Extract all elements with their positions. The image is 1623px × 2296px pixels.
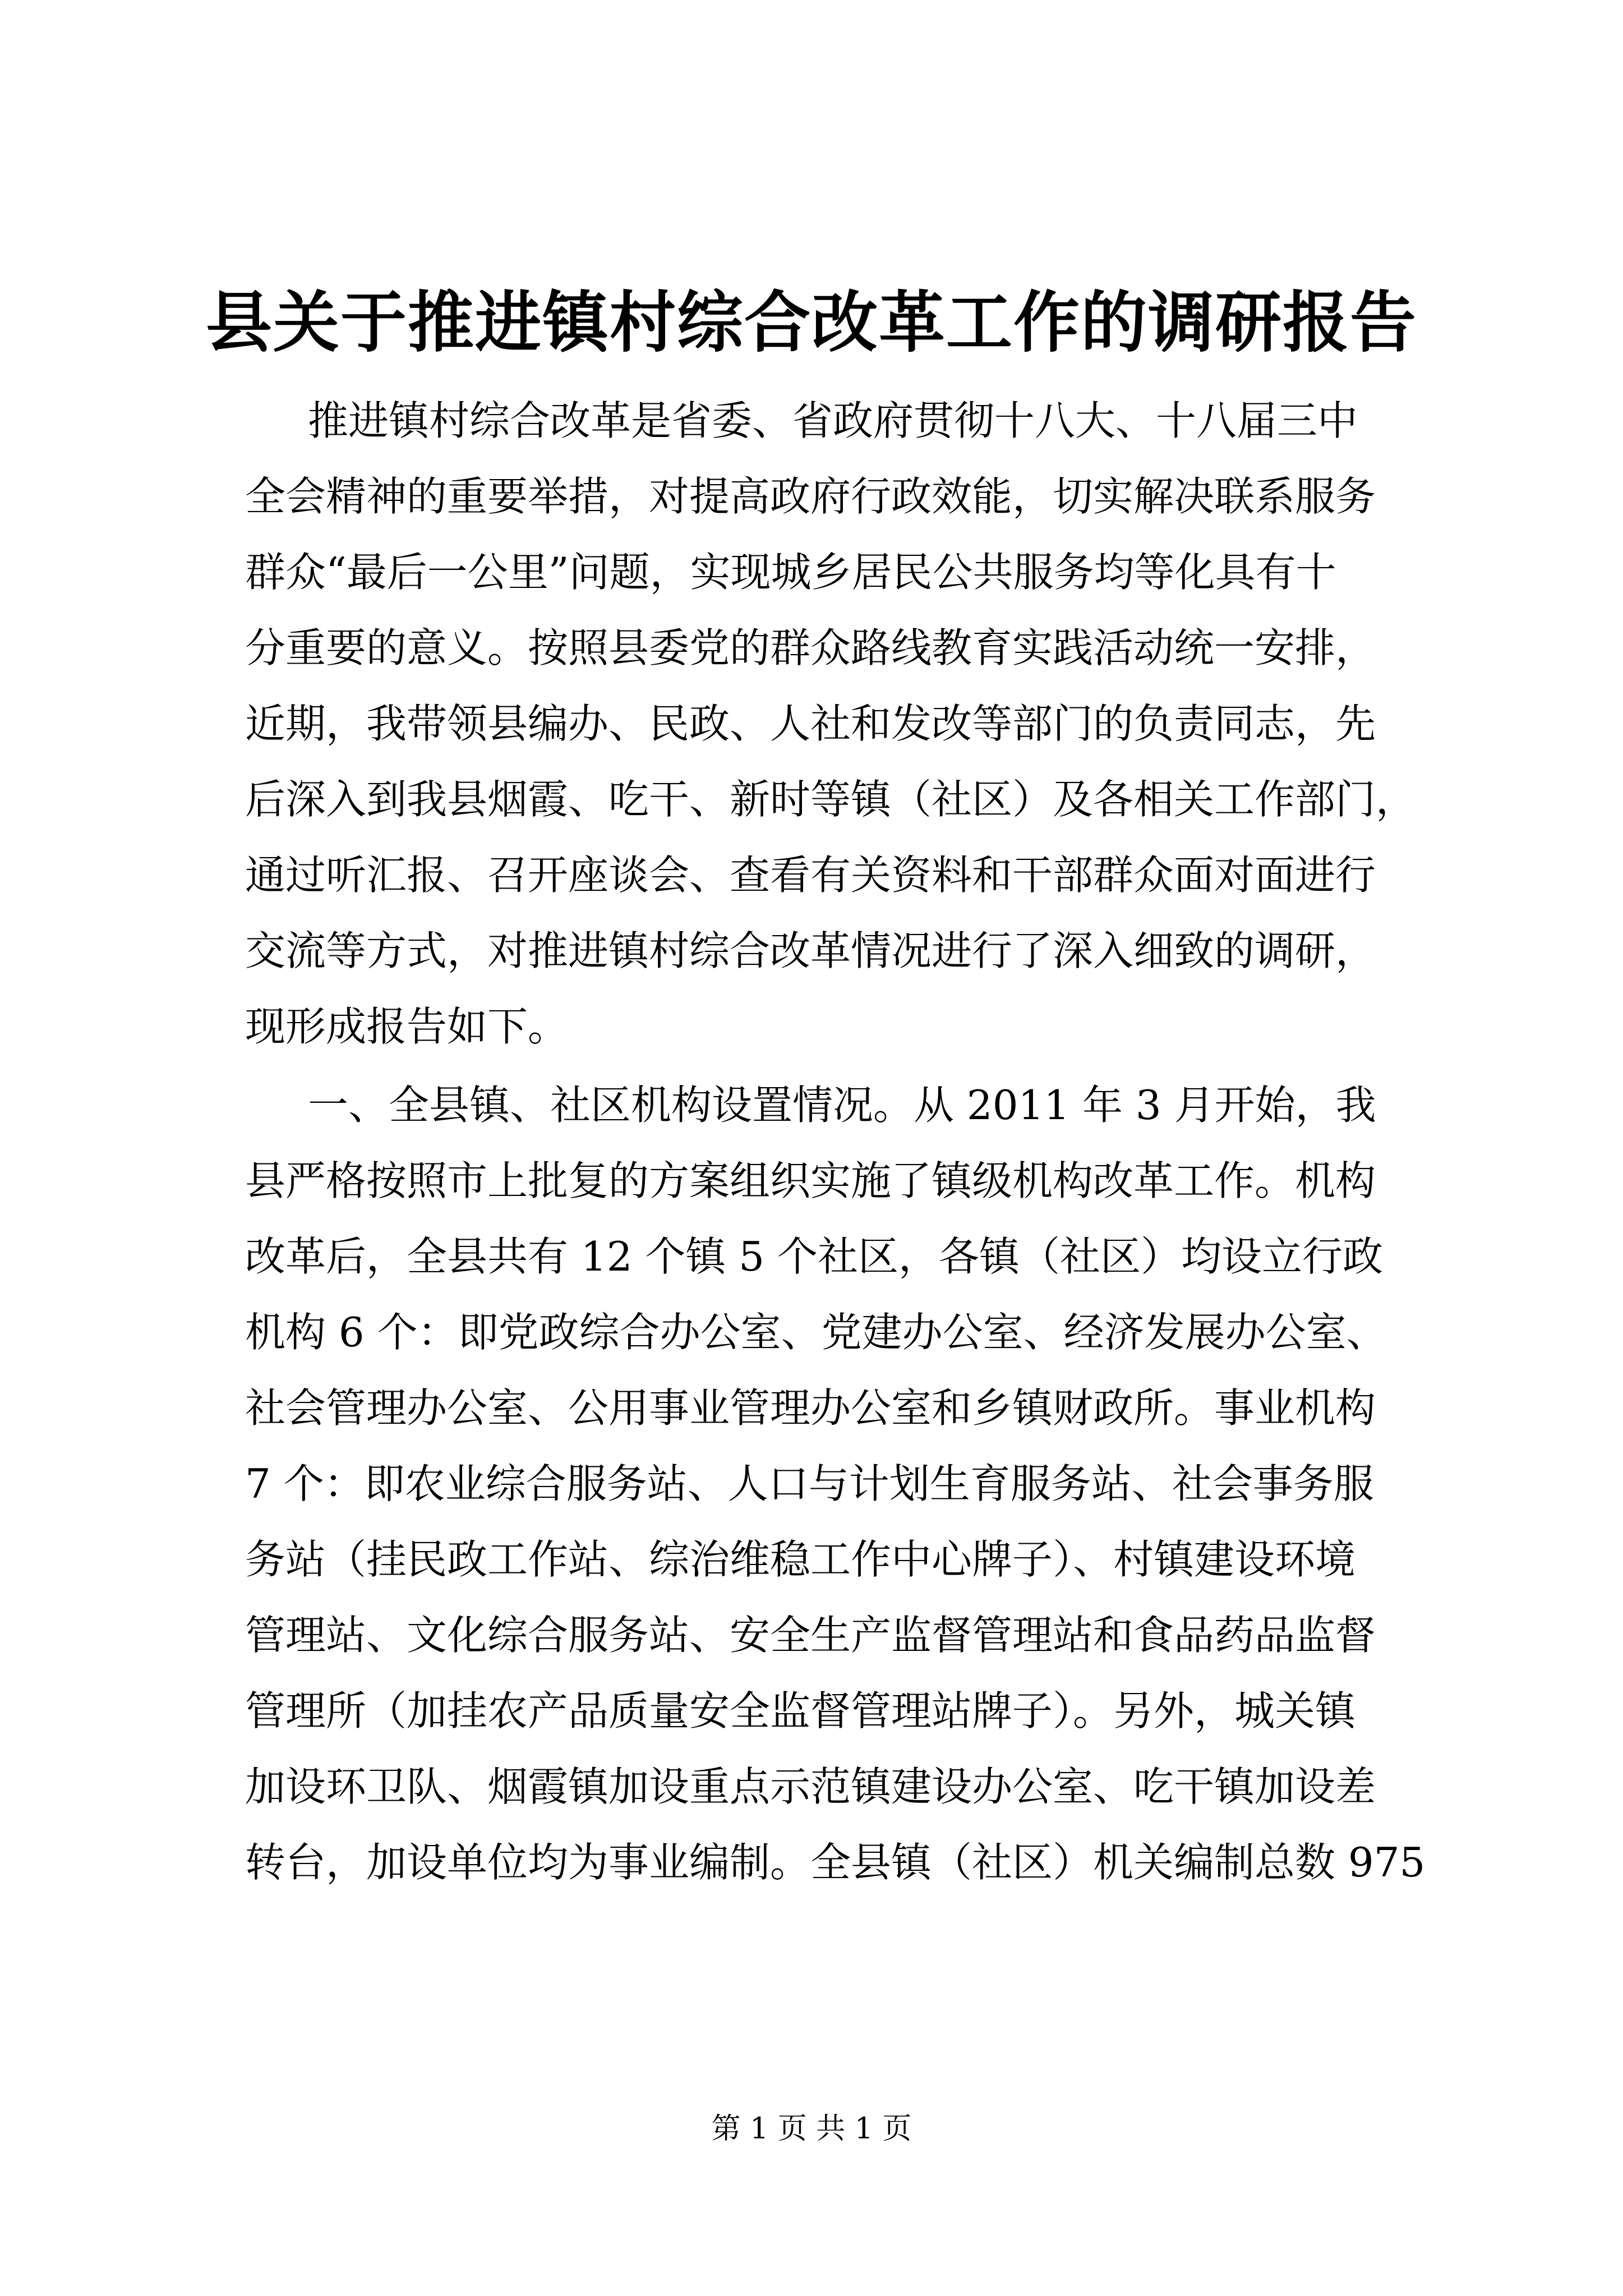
body-line: 转台，加设单位均为事业编制。全县镇（社区）机关编制总数 975 [245,1839,1426,1886]
body-line: 务站（挂民政工作站、综治维稳工作中心牌子）、村镇建设环境 [245,1536,1356,1583]
body-line: 改革后，全县共有 12 个镇 5 个社区，各镇（社区）均设立行政 [245,1233,1383,1280]
document-title: 县关于推进镇村综合改革工作的调研报告 [205,283,1417,361]
body-line: 县严格按照市上批复的方案组织实施了镇级机构改革工作。机构 [245,1157,1376,1204]
body-line: 社会管理办公室、公用事业管理办公室和乡镇财政所。事业机构 [245,1384,1376,1432]
body-line: 全会精神的重要举措，对提高政府行政效能，切实解决联系服务 [245,473,1376,520]
body-line: 机构 6 个：即党政综合办公室、党建办公室、经济发展办公室、 [245,1309,1387,1356]
page-footer: 第 1 页 共 1 页 [711,2112,912,2146]
body-line: 现形成报告如下。 [245,1003,569,1050]
body-line: 通过听汇报、召开座谈会、查看有关资料和干部群众面对面进行 [245,852,1376,899]
body-line: 近期，我带领县编办、民政、人社和发改等部门的负责同志，先 [245,700,1376,747]
body-line: 后深入到我县烟霞、吃干、新时等镇（社区）及各相关工作部门， [245,776,1417,823]
body-line: 一、全县镇、社区机构设置情况。从 2011 年 3 月开始，我 [308,1082,1376,1129]
body-line: 分重要的意义。按照县委党的群众路线教育实践活动统一安排， [245,624,1376,671]
body-line: 交流等方式，对推进镇村综合改革情况进行了深入细致的调研， [245,927,1376,974]
body-line: 管理站、文化综合服务站、安全生产监督管理站和食品药品监督 [245,1612,1376,1659]
body-line: 管理所（加挂农产品质量安全监督管理站牌子）。另外，城关镇 [245,1687,1356,1734]
body-line: 7 个：即农业综合服务站、人口与计划生育服务站、社会事务服 [245,1460,1374,1507]
body-line: 加设环卫队、烟霞镇加设重点示范镇建设办公室、吃干镇加设差 [245,1763,1376,1810]
body-line: 推进镇村综合改革是省委、省政府贯彻十八大、十八届三中 [308,397,1358,444]
body-line: 群众“最后一公里”问题，实现城乡居民公共服务均等化具有十 [245,549,1336,596]
